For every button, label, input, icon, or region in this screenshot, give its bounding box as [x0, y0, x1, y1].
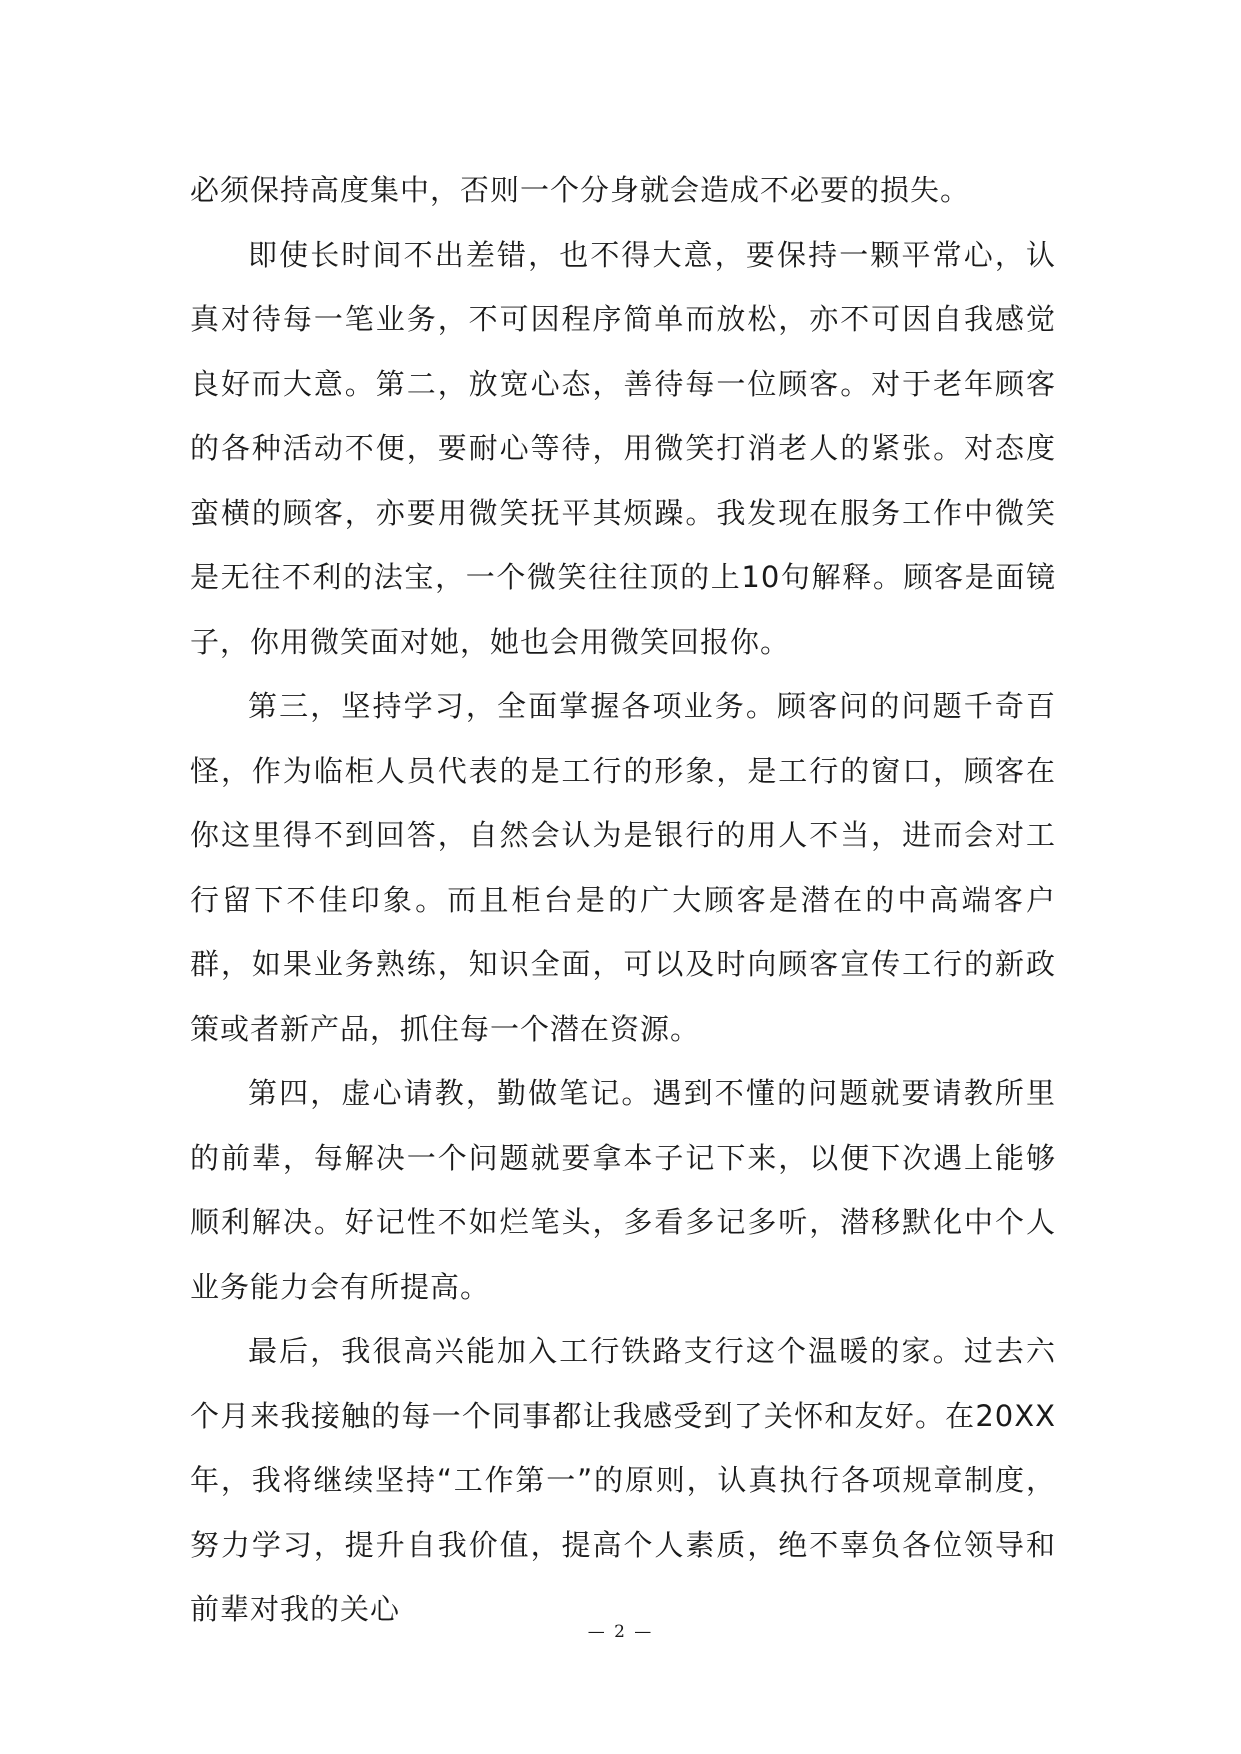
paragraph: 最后，我很高兴能加入工行铁路支行这个温暖的家。过去六个月来我接触的每一个同事都让我感受到了关怀和友好。在20XX年，我将继续坚持“工作第一”的原则，认真执行各项规章制度，努力学习，提升自我价值，提高个人素质，绝不辜负各位领导和前辈对我的关心 [190, 1334, 1056, 1626]
paragraph-continued: 必须保持高度集中，否则一个分身就会造成不必要的损失。 [190, 173, 971, 207]
document-body [190, 158, 1056, 1642]
paragraph: 第四，虚心请教，勤做笔记。遇到不懂的问题就要请教所里的前辈，每解决一个问题就要拿本子记下来，以便下次遇上能够顺利解决。好记性不如烂笔头，多看多记多听，潜移默化中个人业务能力会有所提高。 [190, 1076, 1056, 1304]
paragraph: 第三，坚持学习，全面掌握各项业务。顾客问的问题千奇百怪，作为临柜人员代表的是工行的形象，是工行的窗口，顾客在你这里得不到回答，自然会认为是银行的用人不当，进而会对工行留下不佳印象。而且柜台是的广大顾客是潜在的中高端客户群，如果业务熟练，知识全面，可以及时向顾客宣传工行的新政策或者新产品，抓住每一个潜在资源。 [190, 689, 1056, 1046]
paragraph: 即使长时间不出差错，也不得大意，要保持一颗平常心，认真对待每一笔业务，不可因程序简单而放松，亦不可因自我感觉良好而大意。第二，放宽心态，善待每一位顾客。对于老年顾客的各种活动不便，要耐心等待，用微笑打消老人的紧张。对态度蛮横的顾客，亦要用微笑抚平其烦躁。我发现在服务工作中微笑是无往不利的法宝，一个微笑往往顶的上10句解释。顾客是面镜子，你用微笑面对她，她也会用微笑回报你。 [190, 237, 1056, 659]
page-number: — 2 — [587, 1622, 654, 1642]
